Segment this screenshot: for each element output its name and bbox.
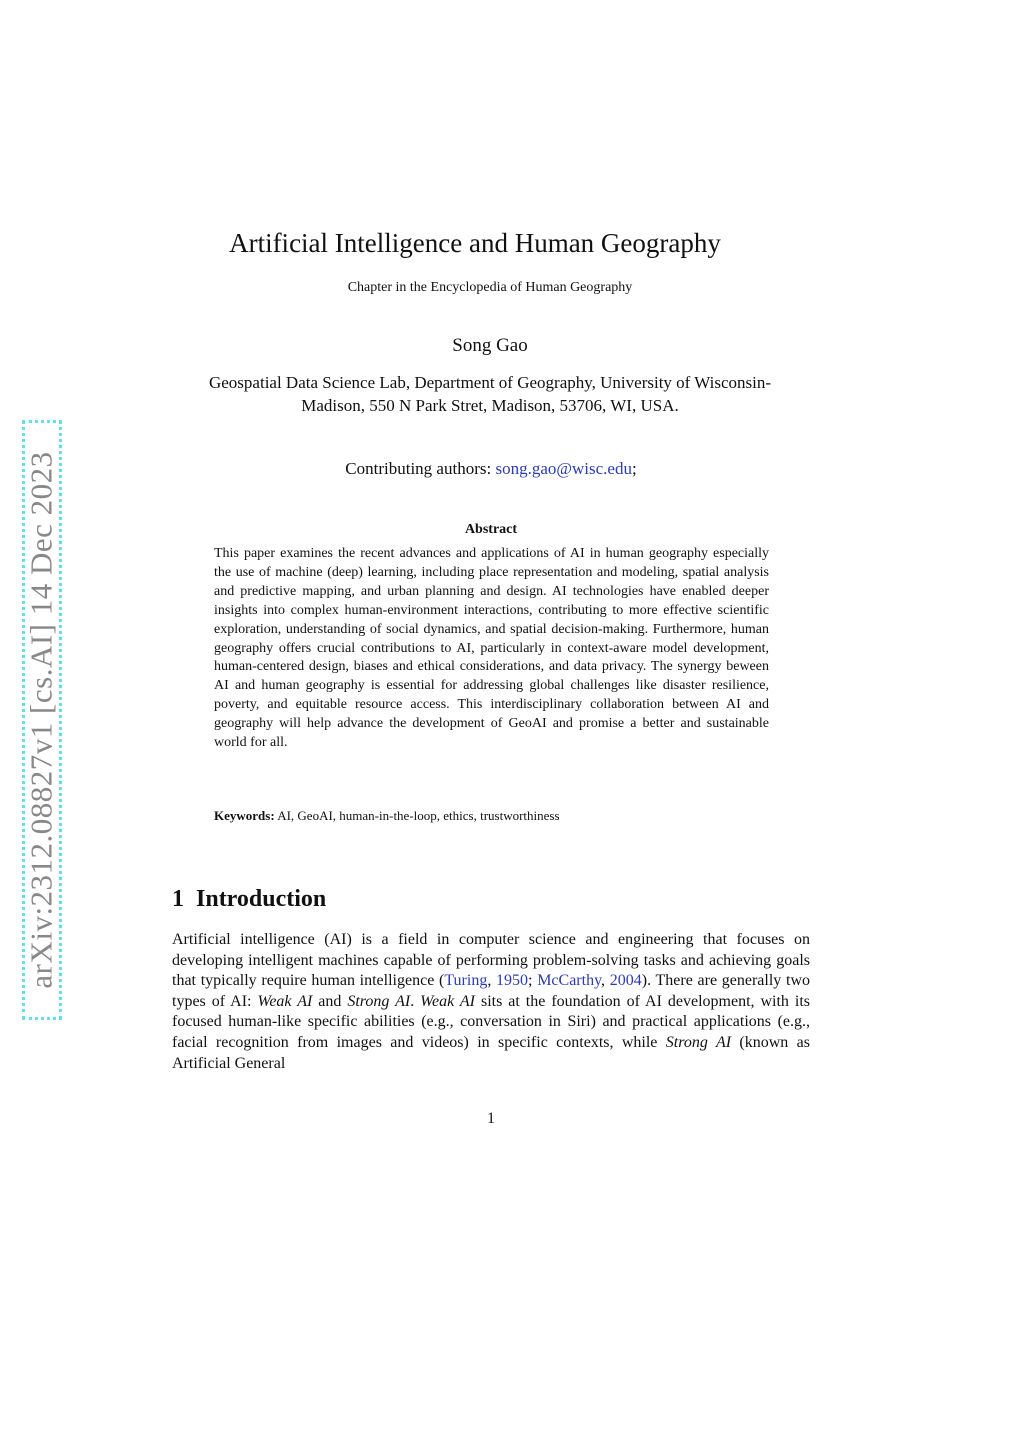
citation-turing-year[interactable]: 1950 — [496, 972, 529, 990]
intro-paragraph — [172, 930, 810, 1074]
author-email-link[interactable]: song.gao@wisc.edu — [495, 459, 632, 478]
cite-sep-2: ; — [528, 972, 538, 990]
citation-mccarthy-year[interactable]: 2004 — [609, 972, 642, 990]
abstract-text: This paper examines the recent advances and applications of AI in human geography especially the use of machine (deep) learning, including place representation and modeling, spatial analysis and predictive mapping, and urban planning and design. AI technologies have enabled deeper insights into complex human-environment interactions, contributing to more effective scientific exploration, understanding of social dynamics, and spatial decision-making. Furthermore, human geography offers crucial contributions to AI, particularly in context-aware model development, human-centered design, biases and ethical considerations, and data privacy. The synergy beween AI and human geography is essential for addressing global challenges like disaster resilience, poverty, and equitable resource access. This interdisciplinary collaboration between AI and geography will help advance the development of GeoAI and promise a better and sustainable world for all. — [214, 546, 769, 751]
contrib-label: Contributing authors: — [345, 459, 496, 478]
citation-turing-author[interactable]: Turing — [444, 972, 488, 990]
arxiv-id-text: arXiv:2312.08827v1 [cs.AI] 14 Dec 2023 — [24, 451, 59, 989]
term-weak-ai: Weak AI — [257, 992, 313, 1010]
intro-text-2: ). There are generally two types of AI: — [172, 972, 811, 1010]
keywords-label: Keywords: — [214, 808, 275, 823]
abstract-heading: Abstract — [464, 522, 518, 537]
term-strong-ai: Strong AI — [347, 992, 411, 1010]
contrib-suffix: ; — [631, 459, 637, 478]
citation-mccarthy-author[interactable]: McCarthy — [537, 972, 602, 990]
author-name: Song Gao — [452, 335, 528, 356]
cite-sep-1: , — [487, 972, 497, 990]
intro-and: and — [312, 992, 348, 1010]
keywords-list: AI, GeoAI, human-in-the-loop, ethics, trustworthiness — [274, 808, 560, 823]
section-heading — [172, 886, 326, 913]
section-title: Introduction — [196, 886, 327, 912]
paper-subtitle: Chapter in the Encyclopedia of Human Geography — [347, 280, 633, 295]
keywords — [214, 808, 774, 824]
intro-text-4: (known as Artificial General — [172, 1033, 810, 1072]
paper-title: Artificial Intelligence and Human Geography — [229, 228, 721, 258]
section-number: 1 — [172, 886, 184, 912]
page-number: 1 — [487, 1110, 495, 1127]
contributing-authors — [0, 459, 982, 479]
arxiv-identifier-stamp — [22, 420, 62, 1020]
cite-sep-3: , — [601, 972, 610, 990]
term-weak-ai-2: Weak AI — [420, 992, 476, 1010]
term-strong-ai-2: Strong AI — [665, 1033, 732, 1051]
intro-text-1: Artificial intelligence (AI) is a field in computer science and engineering that focuses on developing intelligent machines capable of performing problem-solving tasks and achieving goals that typically require human intelligence ( — [172, 931, 810, 990]
author-affiliation: Geospatial Data Science Lab, Department of Geography, University of Wisconsin-Madison, 550 N Park Stret, Madison, 53706, WI, USA. — [208, 373, 772, 415]
intro-dot: . — [410, 992, 421, 1010]
intro-text-3: sits at the foundation of AI development, with its focused human-like specific abilities (e.g., conversation in Siri) and practical applications (e.g., facial recognition from images and videos) in specific contexts, while — [172, 992, 811, 1051]
